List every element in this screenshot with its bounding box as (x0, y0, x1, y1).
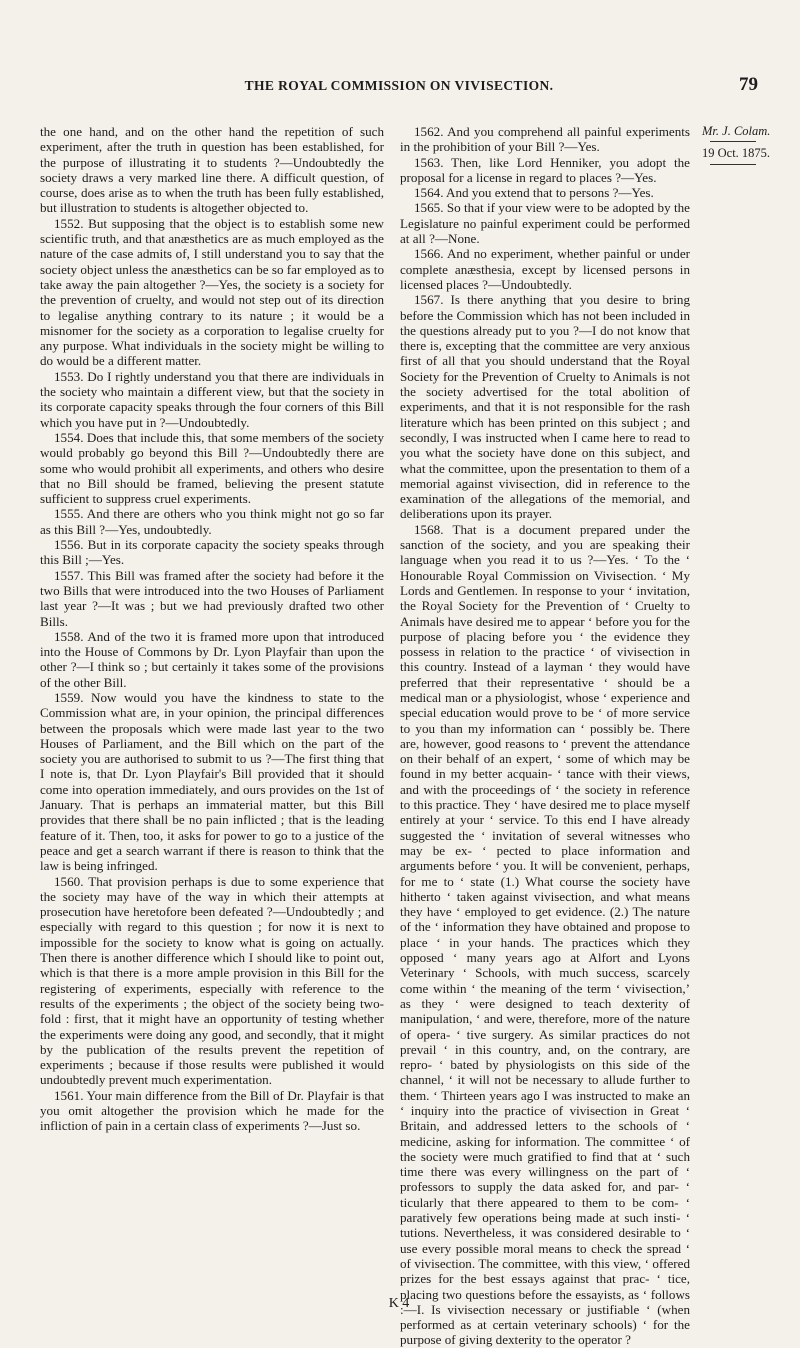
paragraph: the one hand, and on the other hand the repetition of such experiment, after the truth in question has been established, for the purpose of illustrating it to students ?—Undoubtedly the society draws a very marked line there. A difficult question, of course, does arise as to when the truth has been fully established, but illustration to students is altogether objected to. (40, 124, 384, 216)
margin-rule (710, 164, 756, 165)
paragraph: 1566. And no experiment, whether painful or under complete anæsthesia, except by licensed persons in licensed places ?—Undoubtedly. (400, 246, 690, 292)
paragraph: 1567. Is there anything that you desire to bring before the Commission which has not been included in the questions already put to you ?—I do not know that there is, excepting that the committee are very anxious first of all that you should understand that the Royal Society for the Prevention of Cruelty to Animals is not the society advertised for the total abolition of experiments, and that it is not responsible for the rash literature which has been printed on this subject ; and secondly, I was instructed when I came here to read to you what the society have done on this subject, and what the committee, upon the presentation to them of a memorial against vivisection, did in reference to the examination of the allegations of the memorial, and deliberations upon its prayer. (400, 292, 690, 522)
evidence-date: 19 Oct. 1875. (702, 146, 771, 161)
signature-mark: K 4 (388, 1296, 410, 1311)
page-number: 79 (739, 74, 758, 95)
left-column (40, 124, 384, 1134)
running-title: THE ROYAL COMMISSION ON VIVISECTION. (244, 78, 554, 93)
margin-rule (710, 141, 756, 142)
paragraph: 1568. That is a document prepared under the sanction of the society, and you are speaking their language when you read it to us ?—Yes. ‘ To the ‘ Honourable Royal Commission on Vivisection. ‘ My Lords and Gentlemen. In response to your ‘ invitation, the Royal Society for the Prevention of ‘ Cruelty to Animals have desired me to appear ‘ before you for the purpose of placing before you ‘ the evidence they possess in relation to the practice ‘ of vivisection in this country. Instead of a layman ‘ they would have preferred that their representative ‘ should be a medical man or a physiologist, whose ‘ experience and special education would prove to be ‘ of more service to you than my information can ‘ possibly be. There are, however, good reasons to ‘ prevent the attendance on their behalf of an expert, ‘ some of which may be found in my better acquain- ‘ tance with their views, and with the proceedings of ‘ the society in reference to this practice. They ‘ have desired me to place myself entirely at your ‘ service. To this end I have already suggested the ‘ invitation of several witnesses who may be ex- ‘ pected to place information and arguments before ‘ you. It will be convenient, perhaps, for me to ‘ state (1.) What course the society have hitherto ‘ taken against vivisection, and what means they have ‘ employed to get evidence. (2.) The nature of the ‘ information they have obtained and propose to place ‘ in your hands. The practices which they opposed ‘ many years ago at Alfort and Lyons Veterinary ‘ Schools, with much success, scarcely come within ‘ the meaning of the term ‘ vivisection,’ as they ‘ were designed to teach dexterity of manipulation, ‘ and were, therefore, more of the nature of opera- ‘ tive surgery. As similar practices do not prevail ‘ in this country, and, on the contrary, are repro- ‘ bated by physiologists on this side of the channel, ‘ it will not be necessary to allude further to them. ‘ Thirteen years ago I was instructed to make an ‘ inquiry into the practice of vivisection in Great ‘ Britain, and addressed letters to the schools of ‘ medicine, asking for information. The committee ‘ of the society were much gratified to find that at ‘ such time there was every willingness on the part of ‘ professors to supply the data asked for, and par- ‘ ticularly that there appeared to them to be com- ‘ paratively few operations being made at such insti- ‘ tutions. Nevertheless, it was considered desirable to ‘ use every possible moral means to check the spread ‘ of vivisection. The committee, with this view, ‘ offered prizes for the best essays against that prac- ‘ tice, placing two questions before the essayists, as ‘ follows :—I. Is vivisection necessary or justifiable ‘ (when performed as at certain veterinary schools) ‘ for the purpose of giving dexterity to the operator ? (400, 521, 690, 1348)
right-column (400, 124, 690, 1348)
paragraph: 1561. Your main difference from the Bill of Dr. Playfair is that you omit altogether the provision which he made for the infliction of pain in a certain class of experiments ?—Just so. (40, 1087, 384, 1134)
paragraph: 1562. And you comprehend all painful experiments in the prohibition of your Bill ?—Yes. (400, 124, 690, 155)
paragraph: 1564. And you extend that to persons ?—Yes. (414, 185, 654, 201)
paragraph: 1559. Now would you have the kindness to state to the Commission what are, in your opinion, the principal differences between the proposals which were made last year to the two Houses of Parliament, and the Bill which on the part of the society you are authorised to submit to us ?—The first thing that I note is, that Dr. Lyon Playfair's Bill provided that it should come into operation immediately, and ours provides on the 1st of January. That is perhaps an immaterial matter, but this Bill provides that there shall be no pain inflicted ; that is the leading feature of it. Then, too, it asks for power to go to a justice of the peace and get a search warrant if there is reason to think that the law is being infringed. (40, 689, 384, 874)
paragraph: 1557. This Bill was framed after the society had before it the two Bills that were introduced into the two Houses of Parliament last year ?—It was ; but we had previously drafted two other Bills. (40, 567, 384, 629)
paragraph: 1556. But in its corporate capacity the society speaks through this Bill ;—Yes. (40, 537, 384, 568)
paragraph: 1563. Then, like Lord Henniker, you adopt the proposal for a license in regard to places ?—Yes. (400, 154, 690, 185)
paragraph: 1552. But supposing that the object is to establish some new scientific truth, and that anæsthetics are as much employed as the nature of the case admits of, I still understand you to say that the society object unless the anæsthetics can be so far employed as to take away the pain altogether ?—Yes, the society is a society for the prevention of cruelty, and would not step out of its direction to legalise anything contrary to its nature ; it would be a misnomer for the society as a corporation to legalise cruelty for any purpose. What individuals in the society might be willing to do would be a different matter. (40, 215, 384, 369)
paragraph: 1554. Does that include this, that some members of the society would probably go beyond this Bill ?—Undoubtedly there are some who would prohibit all experiments, and others who desire that no Bill should be framed, believing the present statute sufficient to suppress cruel experiments. (40, 429, 384, 507)
paragraph: 1560. That provision perhaps is due to some experience that the society may have of the way in which their attempts at prosecution have heretofore been defeated ?—Undoubtedly ; and especially with regard to this question ; for now it is next to impossible for the society to know what is going on actually. Then there is another difference which I should like to point out, which is that there is a more ample provision in this Bill for the registering of experiments, especially with reference to the results of the experiments ; the object of the society being two-fold : first, that it might have an opportunity of testing whether the experiments were doing any good, and secondly, that it might by the publication of the results prevent the repetition of experiments ; because if those results were published it would undoubtedly prevent much experimentation. (40, 873, 384, 1088)
paragraph: 1558. And of the two it is framed more upon that introduced into the House of Commons by Dr. Lyon Playfair than upon the other ?—I think so ; but certainly it takes some of the provisions of the other Bill. (40, 628, 384, 690)
paragraph: 1565. So that if your view were to be adopted by the Legislature no painful experiment could be performed at all ?—None. (400, 200, 690, 247)
page-header (40, 70, 758, 100)
margin-note (702, 124, 798, 165)
witness-name: Mr. J. Colam. (702, 124, 771, 138)
paragraph: 1553. Do I rightly understand you that there are individuals in the society who maintain a different view, but that the society in its corporate capacity speaks through the four corners of this Bill which you have put in ?—Undoubtedly. (40, 368, 384, 430)
paragraph: 1555. And there are others who you think might not go so far as this Bill ?—Yes, undoubtedly. (40, 506, 384, 537)
